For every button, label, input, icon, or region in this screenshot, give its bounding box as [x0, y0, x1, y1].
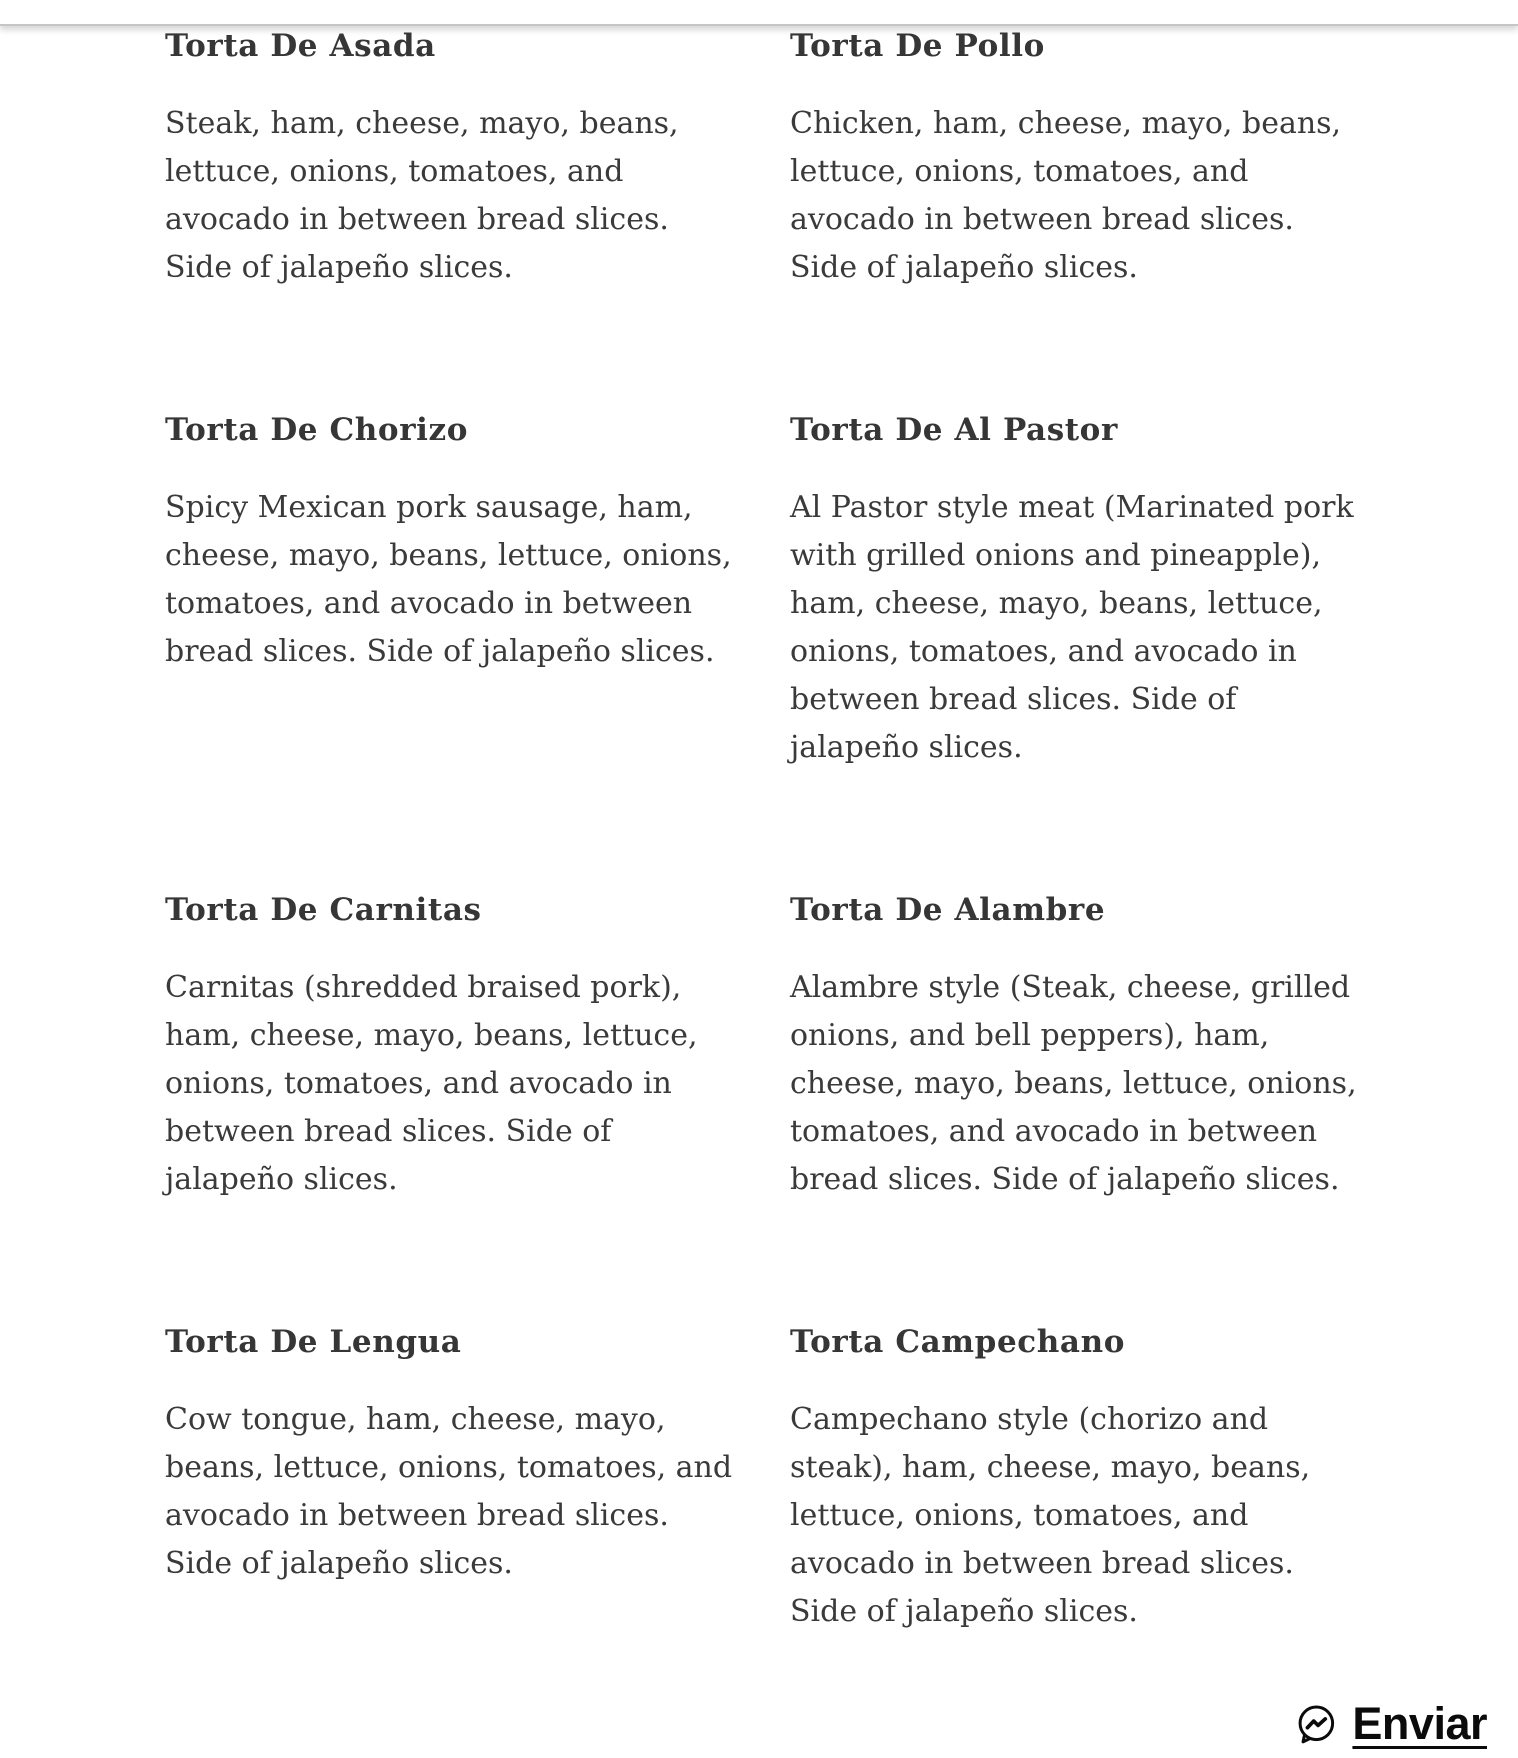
menu-item-title: Torta Campechano: [790, 1324, 1125, 1360]
menu-item-title: Torta De Carnitas: [165, 892, 482, 928]
menu-item-title: Torta De Al Pastor: [790, 412, 1118, 448]
tortas-menu-section: [165, 26, 1367, 1636]
top-divider: [0, 0, 1518, 26]
menu-item-title: Torta De Alambre: [790, 892, 1106, 928]
messenger-share-link[interactable]: [1295, 1698, 1487, 1750]
menu-item-title: Torta De Asada: [165, 28, 436, 64]
menu-item-description: Campechano style (chorizo and steak), ham, cheese, mayo, beans, lettuce, onions, tomatoes, and avocado in between bread slices. Side of jalapeño slices.: [790, 1402, 1311, 1629]
menu-item-torta-de-chorizo: [165, 410, 742, 676]
menu-item-torta-de-asada: [165, 26, 742, 292]
menu-item-torta-campechano: [790, 1322, 1367, 1636]
menu-item-description: Cow tongue, ham, cheese, mayo, beans, lettuce, onions, tomatoes, and avocado in between bread slices. Side of jalapeño slices.: [165, 1402, 733, 1581]
menu-item-title: Torta De Lengua: [165, 1324, 462, 1360]
menu-item-torta-de-carnitas: [165, 890, 742, 1204]
menu-item-torta-de-pollo: [790, 26, 1367, 292]
menu-item-title: Torta De Chorizo: [165, 412, 468, 448]
menu-item-description: Steak, ham, cheese, mayo, beans, lettuce, onions, tomatoes, and avocado in between bread slices. Side of jalapeño slices.: [165, 106, 679, 285]
menu-item-description: Chicken, ham, cheese, mayo, beans, lettuce, onions, tomatoes, and avocado in between bread slices. Side of jalapeño slices.: [790, 106, 1342, 285]
menu-item-title: Torta De Pollo: [790, 28, 1045, 64]
menu-item-description: Al Pastor style meat (Marinated pork with grilled onions and pineapple), ham, cheese, mayo, beans, lettuce, onions, tomatoes, and avocado in between bread slices. Side of jalapeño slices.: [790, 490, 1354, 765]
menu-item-description: Spicy Mexican pork sausage, ham, cheese, mayo, beans, lettuce, onions, tomatoes, and avocado in between bread slices. Side of jalapeño slices.: [165, 490, 732, 669]
menu-item-torta-de-lengua: [165, 1322, 742, 1588]
menu-item-torta-de-alambre: [790, 890, 1367, 1204]
menu-item-description: Carnitas (shredded braised pork), ham, cheese, mayo, beans, lettuce, onions, tomatoes, and avocado in between bread slices. Side of jalapeño slices.: [165, 970, 698, 1197]
menu-item-description: Alambre style (Steak, cheese, grilled onions, and bell peppers), ham, cheese, mayo, beans, lettuce, onions, tomatoes, and avocado in between bread slices. Side of jalapeño slices.: [790, 970, 1357, 1197]
messenger-icon[interactable]: [1295, 1703, 1337, 1745]
menu-item-torta-de-al-pastor: [790, 410, 1367, 772]
share-label[interactable]: Enviar: [1352, 1698, 1487, 1749]
